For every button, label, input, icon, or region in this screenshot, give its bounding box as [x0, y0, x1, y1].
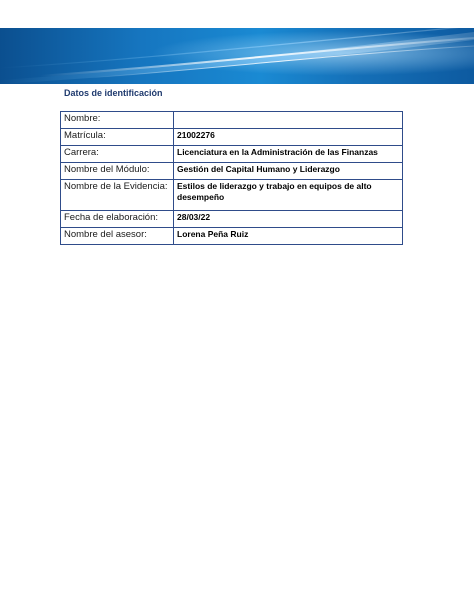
row-label-evidencia: Nombre de la Evidencia:: [61, 180, 174, 211]
table-row: [61, 129, 403, 146]
row-label-modulo: Nombre del Módulo:: [61, 163, 174, 180]
row-value-carrera: Licenciatura en la Administración de las Finanzas: [174, 146, 403, 163]
table-row: [61, 211, 403, 228]
row-label-fecha: Fecha de elaboración:: [61, 211, 174, 228]
row-value-evidencia: Estilos de liderazgo y trabajo en equipos de alto desempeño: [174, 180, 403, 211]
row-label-matricula: Matrícula:: [61, 129, 174, 146]
banner-swoosh-graphic: [0, 28, 474, 84]
header-banner: [0, 28, 474, 84]
table-row: [61, 112, 403, 129]
row-label-asesor: Nombre del asesor:: [61, 228, 174, 245]
table-row: [61, 228, 403, 245]
identification-table: [60, 111, 403, 245]
row-value-fecha: 28/03/22: [174, 211, 403, 228]
section-title: Datos de identificación: [64, 88, 163, 98]
table-row: [61, 163, 403, 180]
row-value-modulo: Gestión del Capital Humano y Liderazgo: [174, 163, 403, 180]
row-value-asesor: Lorena Peña Ruiz: [174, 228, 403, 245]
row-value-nombre: [174, 112, 403, 129]
table-row: [61, 180, 403, 211]
row-label-carrera: Carrera:: [61, 146, 174, 163]
table-row: [61, 146, 403, 163]
row-value-matricula: 21002276: [174, 129, 403, 146]
row-label-nombre: Nombre:: [61, 112, 174, 129]
